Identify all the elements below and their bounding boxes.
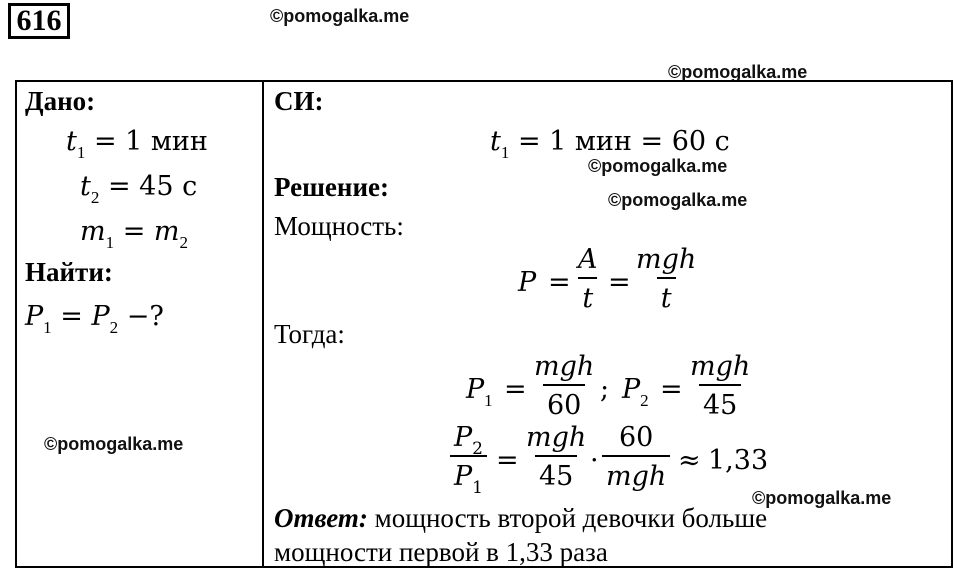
formula-eq: = (608, 267, 631, 298)
p2-fraction: mgh 45 (690, 351, 751, 421)
find-expression: $P_1 = P_2$ −? (25, 301, 164, 337)
then-label: Тогда: (274, 319, 345, 349)
watermark: ©pomogalka.me (608, 190, 748, 210)
ratio-fraction-60-mgh: 60 mgh (602, 424, 670, 490)
solution-heading: Решение: (274, 172, 389, 202)
ratio-eq: = (496, 445, 519, 476)
given-mass: $m_1 = m_2$ (80, 216, 189, 252)
formula-fraction-mgh-t: mgh t (636, 244, 697, 314)
find-heading: Найти: (25, 257, 113, 287)
p1-fraction: mgh 60 (534, 351, 595, 421)
p1-symbol: $P_1$ (466, 374, 493, 410)
watermark: ©pomogalka.me (668, 62, 808, 82)
p2-symbol: $P_2$ (622, 374, 649, 410)
formula-p: P (518, 267, 537, 298)
watermark: ©pomogalka.me (752, 488, 892, 508)
si-heading: СИ: (274, 86, 324, 116)
answer-line-2: мощности первой в 1,33 раза (274, 537, 608, 567)
given-t1: $t_1 = 1$ мин (66, 126, 208, 162)
problem-number: 616 (8, 3, 70, 39)
p1-eq: = (504, 374, 527, 405)
si-t1: $t_1 = 1$ мин = 60 с (490, 126, 730, 162)
ratio-approx: ≈ (678, 445, 701, 476)
answer-line-1: Ответ: мощность второй девочки больше (274, 503, 768, 533)
given-t2: $t_2 = 45$ с (80, 171, 198, 207)
given-heading: Дано: (25, 86, 96, 116)
ratio-fraction-mgh-45: mgh 45 (526, 422, 587, 492)
ratio-dot: · (590, 445, 599, 476)
watermark: ©pomogalka.me (44, 434, 184, 454)
ratio-fraction: $\frac{P_2}{P_1}$ (450, 424, 487, 490)
formula-eq: = (548, 267, 571, 298)
ratio-result: 1,33 (708, 445, 769, 476)
column-divider (262, 80, 264, 568)
power-label: Мощность: (274, 211, 404, 241)
watermark: ©pomogalka.me (588, 156, 728, 176)
p-separator: ; (600, 374, 610, 405)
p2-eq: = (660, 374, 683, 405)
watermark: ©pomogalka.me (270, 6, 410, 26)
formula-fraction-a-t: $\frac{A}{t}$ (578, 244, 598, 314)
